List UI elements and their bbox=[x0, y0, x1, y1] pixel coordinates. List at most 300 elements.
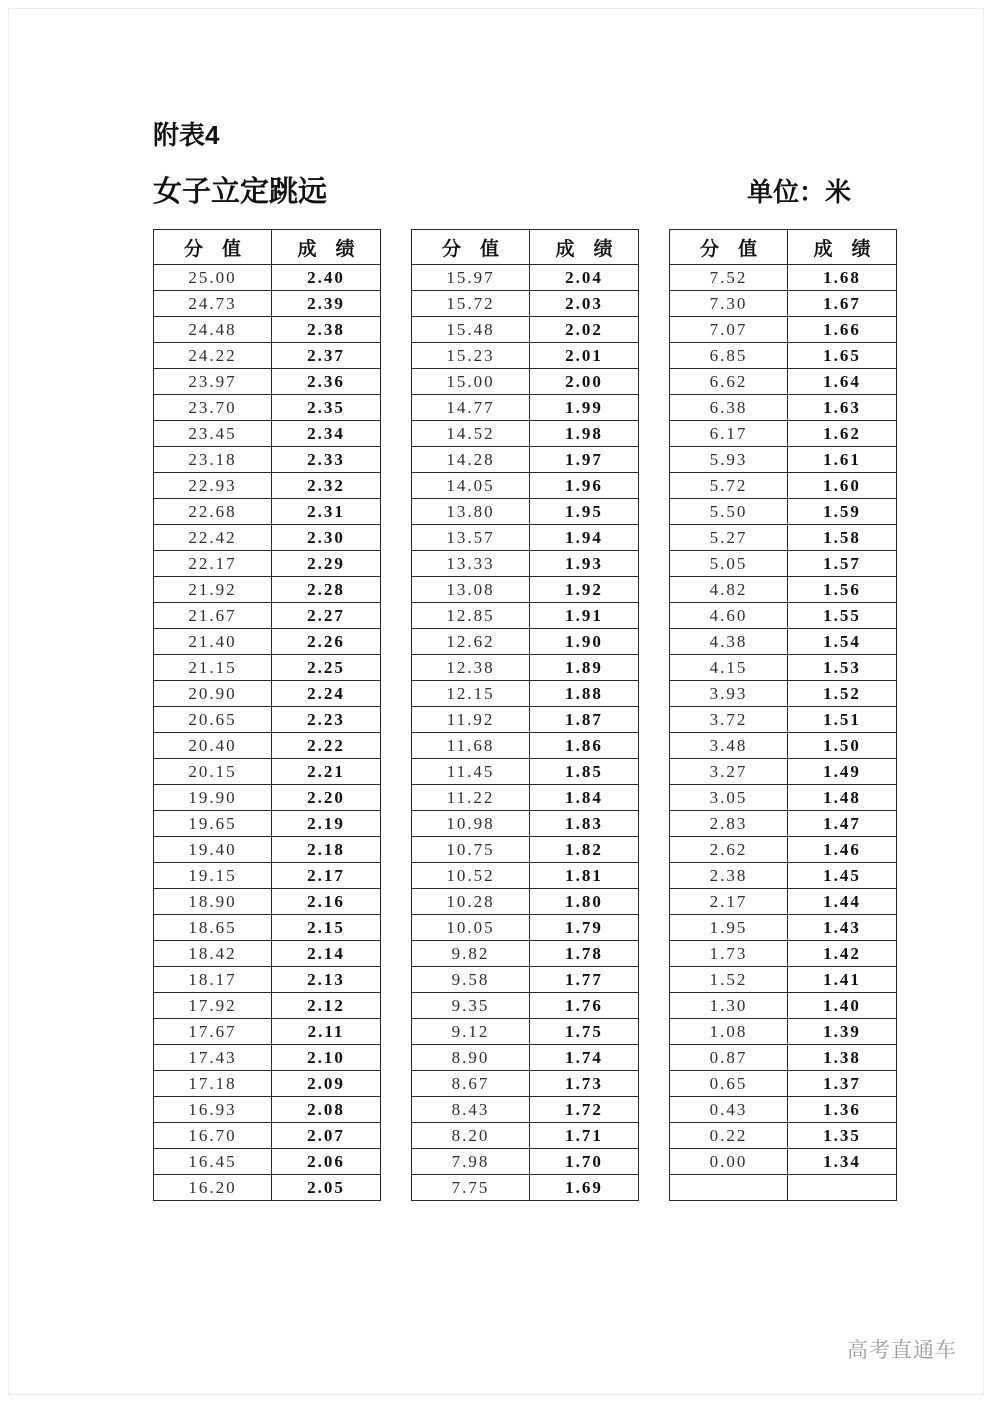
score-cell: 15.00 bbox=[412, 369, 530, 395]
table-row bbox=[154, 447, 381, 473]
result-cell: 1.59 bbox=[788, 499, 897, 525]
result-cell: 2.09 bbox=[272, 1071, 381, 1097]
score-cell: 22.42 bbox=[154, 525, 272, 551]
table-row bbox=[412, 837, 639, 863]
result-cell: 2.04 bbox=[530, 265, 639, 291]
result-cell: 1.68 bbox=[788, 265, 897, 291]
score-cell: 25.00 bbox=[154, 265, 272, 291]
score-cell: 20.90 bbox=[154, 681, 272, 707]
score-cell: 1.30 bbox=[670, 993, 788, 1019]
table-row bbox=[670, 1149, 897, 1175]
score-cell: 13.08 bbox=[412, 577, 530, 603]
result-cell: 1.86 bbox=[530, 733, 639, 759]
result-cell: 1.38 bbox=[788, 1045, 897, 1071]
result-cell: 1.55 bbox=[788, 603, 897, 629]
score-cell: 14.77 bbox=[412, 395, 530, 421]
table-row bbox=[670, 395, 897, 421]
result-cell: 2.37 bbox=[272, 343, 381, 369]
score-cell: 2.62 bbox=[670, 837, 788, 863]
result-cell: 1.53 bbox=[788, 655, 897, 681]
unit-label: 单位：米 bbox=[746, 177, 851, 207]
table-row bbox=[412, 733, 639, 759]
table-row bbox=[412, 369, 639, 395]
table-row bbox=[412, 707, 639, 733]
result-cell: 1.51 bbox=[788, 707, 897, 733]
table-row bbox=[670, 733, 897, 759]
table-row bbox=[412, 863, 639, 889]
table-row bbox=[154, 785, 381, 811]
table-row bbox=[154, 759, 381, 785]
score-cell: 6.85 bbox=[670, 343, 788, 369]
score-cell: 21.92 bbox=[154, 577, 272, 603]
table-row bbox=[412, 941, 639, 967]
score-cell: 16.93 bbox=[154, 1097, 272, 1123]
table-row bbox=[154, 577, 381, 603]
table-row bbox=[154, 525, 381, 551]
result-cell: 2.00 bbox=[530, 369, 639, 395]
score-tables-container bbox=[153, 229, 897, 1201]
table-row bbox=[154, 681, 381, 707]
score-cell: 18.17 bbox=[154, 967, 272, 993]
table-row bbox=[670, 447, 897, 473]
score-cell: 6.17 bbox=[670, 421, 788, 447]
table-row bbox=[412, 603, 639, 629]
result-cell: 2.17 bbox=[272, 863, 381, 889]
score-column-header: 分 值 bbox=[670, 230, 788, 265]
score-cell: 4.82 bbox=[670, 577, 788, 603]
table-row bbox=[412, 993, 639, 1019]
result-cell: 1.73 bbox=[530, 1071, 639, 1097]
result-cell: 1.41 bbox=[788, 967, 897, 993]
score-cell: 0.87 bbox=[670, 1045, 788, 1071]
table-row bbox=[154, 967, 381, 993]
score-column-header: 分 值 bbox=[154, 230, 272, 265]
table-header-row bbox=[412, 230, 639, 265]
table-row bbox=[154, 889, 381, 915]
result-cell: 1.75 bbox=[530, 1019, 639, 1045]
result-cell: 2.08 bbox=[272, 1097, 381, 1123]
table-row bbox=[412, 317, 639, 343]
result-cell: 2.34 bbox=[272, 421, 381, 447]
score-cell: 11.45 bbox=[412, 759, 530, 785]
table-row bbox=[154, 837, 381, 863]
result-cell: 1.40 bbox=[788, 993, 897, 1019]
result-cell: 2.28 bbox=[272, 577, 381, 603]
score-cell: 1.95 bbox=[670, 915, 788, 941]
table-row bbox=[154, 473, 381, 499]
result-cell: 2.21 bbox=[272, 759, 381, 785]
result-cell: 2.02 bbox=[530, 317, 639, 343]
score-cell: 10.05 bbox=[412, 915, 530, 941]
watermark: 高考直通车 bbox=[847, 1339, 957, 1362]
score-cell: 22.17 bbox=[154, 551, 272, 577]
table-row bbox=[154, 863, 381, 889]
score-cell: 4.15 bbox=[670, 655, 788, 681]
table-row bbox=[154, 941, 381, 967]
score-cell: 5.50 bbox=[670, 499, 788, 525]
table-row bbox=[412, 1097, 639, 1123]
result-cell: 2.18 bbox=[272, 837, 381, 863]
result-cell: 1.98 bbox=[530, 421, 639, 447]
result-cell: 1.94 bbox=[530, 525, 639, 551]
result-cell: 1.35 bbox=[788, 1123, 897, 1149]
table-row bbox=[412, 525, 639, 551]
table-row bbox=[670, 759, 897, 785]
score-cell: 3.48 bbox=[670, 733, 788, 759]
score-cell: 20.15 bbox=[154, 759, 272, 785]
result-cell: 2.38 bbox=[272, 317, 381, 343]
score-cell: 23.18 bbox=[154, 447, 272, 473]
score-cell: 13.80 bbox=[412, 499, 530, 525]
result-cell: 1.93 bbox=[530, 551, 639, 577]
table-row bbox=[670, 1097, 897, 1123]
result-cell: 1.80 bbox=[530, 889, 639, 915]
score-cell: 13.57 bbox=[412, 525, 530, 551]
score-cell: 13.33 bbox=[412, 551, 530, 577]
score-cell: 20.65 bbox=[154, 707, 272, 733]
table-row bbox=[412, 473, 639, 499]
table-row bbox=[412, 577, 639, 603]
score-cell: 10.75 bbox=[412, 837, 530, 863]
score-cell: 7.52 bbox=[670, 265, 788, 291]
table-row bbox=[670, 525, 897, 551]
score-cell: 3.05 bbox=[670, 785, 788, 811]
table-row bbox=[154, 317, 381, 343]
score-cell: 9.35 bbox=[412, 993, 530, 1019]
result-cell: 1.56 bbox=[788, 577, 897, 603]
score-table-2 bbox=[411, 229, 639, 1201]
score-cell: 20.40 bbox=[154, 733, 272, 759]
score-cell: 9.12 bbox=[412, 1019, 530, 1045]
table-row bbox=[670, 499, 897, 525]
score-cell: 10.28 bbox=[412, 889, 530, 915]
result-cell: 1.49 bbox=[788, 759, 897, 785]
score-cell: 11.92 bbox=[412, 707, 530, 733]
score-cell: 15.23 bbox=[412, 343, 530, 369]
result-cell: 1.46 bbox=[788, 837, 897, 863]
score-cell: 17.67 bbox=[154, 1019, 272, 1045]
result-cell: 2.36 bbox=[272, 369, 381, 395]
score-cell: 8.90 bbox=[412, 1045, 530, 1071]
result-cell: 1.85 bbox=[530, 759, 639, 785]
table-row bbox=[154, 1071, 381, 1097]
table-row bbox=[670, 1045, 897, 1071]
score-cell: 15.72 bbox=[412, 291, 530, 317]
table-row bbox=[154, 811, 381, 837]
score-cell: 24.22 bbox=[154, 343, 272, 369]
table-row bbox=[154, 395, 381, 421]
score-cell: 0.00 bbox=[670, 1149, 788, 1175]
table-row bbox=[670, 655, 897, 681]
result-cell: 2.26 bbox=[272, 629, 381, 655]
result-cell: 1.79 bbox=[530, 915, 639, 941]
table-row bbox=[412, 967, 639, 993]
table-row bbox=[412, 629, 639, 655]
result-cell: 1.34 bbox=[788, 1149, 897, 1175]
score-cell: 7.07 bbox=[670, 317, 788, 343]
result-cell: 1.81 bbox=[530, 863, 639, 889]
result-cell: 1.42 bbox=[788, 941, 897, 967]
score-cell: 9.82 bbox=[412, 941, 530, 967]
table-row bbox=[154, 421, 381, 447]
table-row bbox=[154, 1097, 381, 1123]
table-row bbox=[670, 863, 897, 889]
table-row bbox=[670, 629, 897, 655]
table-row bbox=[670, 1019, 897, 1045]
score-cell: 24.73 bbox=[154, 291, 272, 317]
table-row bbox=[412, 681, 639, 707]
table-row bbox=[670, 837, 897, 863]
table-row bbox=[670, 941, 897, 967]
table-row bbox=[412, 395, 639, 421]
score-cell: 23.97 bbox=[154, 369, 272, 395]
result-cell: 1.78 bbox=[530, 941, 639, 967]
result-cell: 2.33 bbox=[272, 447, 381, 473]
score-cell: 17.92 bbox=[154, 993, 272, 1019]
result-cell: 1.57 bbox=[788, 551, 897, 577]
table-row bbox=[412, 447, 639, 473]
result-cell: 1.99 bbox=[530, 395, 639, 421]
score-cell: 16.70 bbox=[154, 1123, 272, 1149]
appendix-label: 附表4 bbox=[153, 120, 220, 150]
result-cell: 1.72 bbox=[530, 1097, 639, 1123]
score-cell: 7.98 bbox=[412, 1149, 530, 1175]
table-row bbox=[670, 889, 897, 915]
result-cell: 1.76 bbox=[530, 993, 639, 1019]
score-cell: 19.90 bbox=[154, 785, 272, 811]
result-cell: 2.13 bbox=[272, 967, 381, 993]
result-cell: 2.23 bbox=[272, 707, 381, 733]
result-cell: 1.60 bbox=[788, 473, 897, 499]
score-cell: 14.05 bbox=[412, 473, 530, 499]
result-cell: 2.25 bbox=[272, 655, 381, 681]
table-row bbox=[412, 1123, 639, 1149]
result-cell: 1.44 bbox=[788, 889, 897, 915]
table-row bbox=[154, 915, 381, 941]
result-cell: 1.47 bbox=[788, 811, 897, 837]
table-row bbox=[154, 707, 381, 733]
score-cell: 9.58 bbox=[412, 967, 530, 993]
table-row bbox=[670, 1123, 897, 1149]
score-cell: 14.52 bbox=[412, 421, 530, 447]
score-cell: 2.17 bbox=[670, 889, 788, 915]
score-cell: 12.85 bbox=[412, 603, 530, 629]
table-row bbox=[670, 1175, 897, 1201]
result-cell: 2.22 bbox=[272, 733, 381, 759]
table-row bbox=[412, 1019, 639, 1045]
table-row bbox=[412, 655, 639, 681]
score-cell: 0.65 bbox=[670, 1071, 788, 1097]
result-cell: 1.52 bbox=[788, 681, 897, 707]
score-cell bbox=[670, 1175, 788, 1201]
score-cell: 15.97 bbox=[412, 265, 530, 291]
score-cell: 10.52 bbox=[412, 863, 530, 889]
score-cell: 12.15 bbox=[412, 681, 530, 707]
title-row bbox=[153, 175, 897, 209]
score-cell: 16.20 bbox=[154, 1175, 272, 1201]
result-column-header: 成 绩 bbox=[530, 230, 639, 265]
table-row bbox=[670, 421, 897, 447]
score-cell: 10.98 bbox=[412, 811, 530, 837]
table-row bbox=[412, 889, 639, 915]
result-cell: 1.43 bbox=[788, 915, 897, 941]
result-cell: 1.61 bbox=[788, 447, 897, 473]
result-cell: 2.11 bbox=[272, 1019, 381, 1045]
table-header-row bbox=[154, 230, 381, 265]
score-cell: 22.68 bbox=[154, 499, 272, 525]
document-content bbox=[153, 119, 897, 1201]
table-row bbox=[670, 993, 897, 1019]
table-row bbox=[670, 1071, 897, 1097]
score-cell: 0.43 bbox=[670, 1097, 788, 1123]
result-cell: 1.88 bbox=[530, 681, 639, 707]
result-column-header: 成 绩 bbox=[788, 230, 897, 265]
table-row bbox=[412, 915, 639, 941]
result-cell: 1.71 bbox=[530, 1123, 639, 1149]
table-row bbox=[670, 473, 897, 499]
table-row bbox=[154, 603, 381, 629]
score-cell: 6.62 bbox=[670, 369, 788, 395]
table-row bbox=[412, 291, 639, 317]
score-table-3 bbox=[669, 229, 897, 1201]
score-cell: 7.30 bbox=[670, 291, 788, 317]
score-cell: 3.27 bbox=[670, 759, 788, 785]
result-cell: 1.69 bbox=[530, 1175, 639, 1201]
result-cell: 1.89 bbox=[530, 655, 639, 681]
score-cell: 2.38 bbox=[670, 863, 788, 889]
score-cell: 23.70 bbox=[154, 395, 272, 421]
score-cell: 12.38 bbox=[412, 655, 530, 681]
result-cell: 1.74 bbox=[530, 1045, 639, 1071]
score-cell: 18.90 bbox=[154, 889, 272, 915]
result-cell: 1.77 bbox=[530, 967, 639, 993]
score-cell: 14.28 bbox=[412, 447, 530, 473]
score-cell: 18.42 bbox=[154, 941, 272, 967]
score-cell: 12.62 bbox=[412, 629, 530, 655]
score-cell: 4.38 bbox=[670, 629, 788, 655]
result-cell: 1.96 bbox=[530, 473, 639, 499]
table-row bbox=[670, 369, 897, 395]
result-cell: 2.15 bbox=[272, 915, 381, 941]
result-cell: 2.30 bbox=[272, 525, 381, 551]
table-row bbox=[412, 759, 639, 785]
result-cell: 1.62 bbox=[788, 421, 897, 447]
result-cell: 1.45 bbox=[788, 863, 897, 889]
score-cell: 3.72 bbox=[670, 707, 788, 733]
result-cell bbox=[788, 1175, 897, 1201]
result-cell: 1.83 bbox=[530, 811, 639, 837]
result-cell: 2.24 bbox=[272, 681, 381, 707]
result-cell: 1.82 bbox=[530, 837, 639, 863]
table-row bbox=[412, 1149, 639, 1175]
score-cell: 19.65 bbox=[154, 811, 272, 837]
result-cell: 1.66 bbox=[788, 317, 897, 343]
result-column-header: 成 绩 bbox=[272, 230, 381, 265]
score-column-header: 分 值 bbox=[412, 230, 530, 265]
table-row bbox=[154, 265, 381, 291]
table-row bbox=[154, 1175, 381, 1201]
table-row bbox=[670, 681, 897, 707]
table-row bbox=[154, 291, 381, 317]
score-cell: 8.67 bbox=[412, 1071, 530, 1097]
result-cell: 2.19 bbox=[272, 811, 381, 837]
score-cell: 17.43 bbox=[154, 1045, 272, 1071]
score-cell: 21.67 bbox=[154, 603, 272, 629]
result-cell: 1.70 bbox=[530, 1149, 639, 1175]
table-row bbox=[670, 811, 897, 837]
result-cell: 2.35 bbox=[272, 395, 381, 421]
result-cell: 2.01 bbox=[530, 343, 639, 369]
score-cell: 11.68 bbox=[412, 733, 530, 759]
table-row bbox=[670, 603, 897, 629]
score-cell: 2.83 bbox=[670, 811, 788, 837]
result-cell: 1.39 bbox=[788, 1019, 897, 1045]
table-row bbox=[154, 343, 381, 369]
result-cell: 2.40 bbox=[272, 265, 381, 291]
table-row bbox=[670, 265, 897, 291]
table-row bbox=[670, 707, 897, 733]
score-cell: 4.60 bbox=[670, 603, 788, 629]
result-cell: 1.95 bbox=[530, 499, 639, 525]
result-cell: 1.54 bbox=[788, 629, 897, 655]
table-row bbox=[154, 655, 381, 681]
result-cell: 2.05 bbox=[272, 1175, 381, 1201]
table-row bbox=[154, 1149, 381, 1175]
result-cell: 1.65 bbox=[788, 343, 897, 369]
table-row bbox=[154, 499, 381, 525]
result-cell: 1.36 bbox=[788, 1097, 897, 1123]
table-row bbox=[670, 343, 897, 369]
result-cell: 2.07 bbox=[272, 1123, 381, 1149]
result-cell: 1.91 bbox=[530, 603, 639, 629]
result-cell: 2.14 bbox=[272, 941, 381, 967]
result-cell: 1.97 bbox=[530, 447, 639, 473]
score-cell: 23.45 bbox=[154, 421, 272, 447]
result-cell: 2.31 bbox=[272, 499, 381, 525]
table-row bbox=[670, 577, 897, 603]
table-row bbox=[412, 1045, 639, 1071]
result-cell: 2.06 bbox=[272, 1149, 381, 1175]
score-cell: 7.75 bbox=[412, 1175, 530, 1201]
table-row bbox=[670, 967, 897, 993]
table-row bbox=[670, 785, 897, 811]
score-cell: 19.15 bbox=[154, 863, 272, 889]
table-row bbox=[412, 421, 639, 447]
table-row bbox=[154, 1045, 381, 1071]
score-cell: 11.22 bbox=[412, 785, 530, 811]
page-title: 女子立定跳远 bbox=[153, 176, 328, 208]
score-cell: 17.18 bbox=[154, 1071, 272, 1097]
result-cell: 1.92 bbox=[530, 577, 639, 603]
table-row bbox=[412, 811, 639, 837]
table-row bbox=[412, 265, 639, 291]
score-cell: 0.22 bbox=[670, 1123, 788, 1149]
score-cell: 15.48 bbox=[412, 317, 530, 343]
score-cell: 16.45 bbox=[154, 1149, 272, 1175]
score-cell: 21.40 bbox=[154, 629, 272, 655]
score-cell: 5.05 bbox=[670, 551, 788, 577]
result-cell: 1.67 bbox=[788, 291, 897, 317]
score-cell: 21.15 bbox=[154, 655, 272, 681]
table-row bbox=[670, 915, 897, 941]
table-row bbox=[412, 343, 639, 369]
result-cell: 2.32 bbox=[272, 473, 381, 499]
score-cell: 8.43 bbox=[412, 1097, 530, 1123]
score-cell: 18.65 bbox=[154, 915, 272, 941]
score-cell: 3.93 bbox=[670, 681, 788, 707]
table-row bbox=[412, 1071, 639, 1097]
result-cell: 2.27 bbox=[272, 603, 381, 629]
